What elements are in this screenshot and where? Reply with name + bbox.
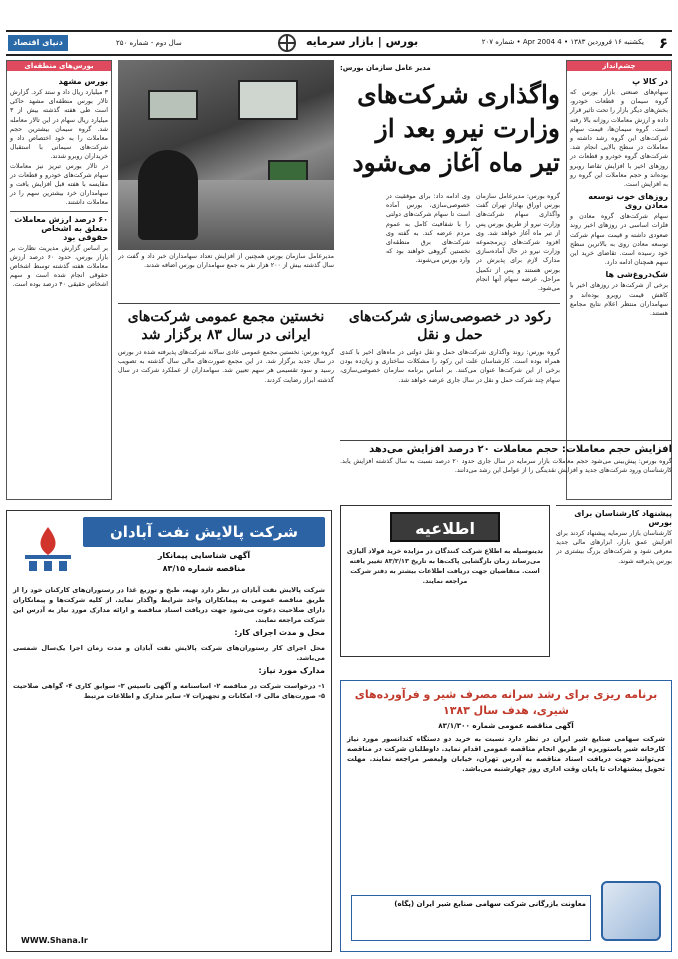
notice-ad-title: اطلاعیه [390, 512, 500, 542]
milk-ad [340, 680, 672, 952]
main-body-text-1: گروه بورس: مدیرعامل سازمان بورس اوراق بهادار تهران گفت واگذاری سهام شرکت‌های وزارت نیرو از طریق بورس پس از تیر ماه آغاز خواهد شد. وی افزود شرکت‌های زیرمجموعه وزارت نیرو در حال آماده‌سازی مدارک لازم برای پذیرش در بورس هستند و پس از تکمیل مراحل، عرضه سهام آنها انجام می‌شود. [476, 193, 560, 293]
main-body-col2 [386, 192, 470, 304]
banner-headline: افزایش حجم معاملات: حجم معاملات ۲۰ درصد افزایش می‌دهد [369, 444, 672, 455]
story-2 [340, 308, 560, 438]
refinery-ad-url[interactable]: WWW.Shana.Ir [21, 936, 88, 945]
main-body-col1 [476, 192, 560, 304]
main-body-text-2: وی ادامه داد: برای موفقیت در خصوصی‌سازی، بورس آماده است تا سهام شرکت‌های دولتی را با شفافیت کامل به عموم مردم عرضه کند. به گفته وی شرکت‌های برق منطقه‌ای نخستین گروهی خواهند بود که وارد بورس می‌شوند. [386, 193, 470, 265]
divider-line [118, 303, 560, 304]
main-kicker: مدیر عامل سازمان بورس: [340, 64, 431, 72]
issue-line: سال دوم - شماره ۲۵۰ [116, 39, 182, 47]
refinery-ad-tender: مناقصه شماره ۸۳/۱۵ [162, 564, 246, 573]
story-4-headline: پیشنهاد کارشناسان برای بورس [574, 509, 672, 527]
refinery-ad-title: شرکت پالایش نفت آبادان [83, 517, 325, 547]
main-body-col3 [118, 252, 334, 300]
main-body-text-3: مدیرعامل سازمان بورس همچنین از افزایش تعداد سهامداران خبر داد و گفت در سال گذشته بیش از ۲۰۰ هزار نفر به جمع سهامداران بورس اضافه شدند. [118, 253, 334, 270]
trading-floor-photo [118, 60, 334, 250]
refinery-ad-subtitle: آگهی شناسایی پیمانکار [157, 551, 251, 560]
right-subhead-2: روزهای خوب توسعه معادن روی [588, 192, 668, 211]
left-body-2: در تالار بورس تبریز نیز معاملات سهام شرکت‌های خودرو و قطعات در مقایسه با هفته قبل افزایش یافت و سهامداران خرد بیشترین سهم را در معاملات داشتند. [10, 162, 108, 207]
globe-icon [278, 34, 296, 52]
left-body-1: ۳ میلیارد ریال داد و ستد کرد. گزارش تالار بورس منطقه‌ای مشهد حاکی است طی هفته گذشته بیش از ۳ میلیارد ریال سهام در این تالار معامله شد. گروه سیمان بیشترین حجم معاملات را به خود اختصاص داد و شرکت‌های سیمانی با استقبال خریداران روبرو شدند. [10, 89, 108, 161]
milk-ad-footer: معاونت بازرگانی شرکت سهامی صنایع شیر ایران (پگاه) [351, 895, 591, 941]
refinery-ad [6, 510, 332, 952]
story-3-headline: نخستین مجمع عمومی شرکت‌های ایرانی در سال ۸۳ برگزار شد [127, 309, 325, 343]
left-subhead-1: بورس مشهد [58, 77, 108, 86]
right-body-3: برخی از شرکت‌ها در روزهای اخیر با کاهش قیمت روبرو بوده‌اند و سهامداران منتظر اعلام نتایج مجامع هستند. [570, 282, 668, 318]
right-sidebar [566, 60, 672, 500]
right-subhead-1: در کالا پ [632, 77, 668, 86]
banner-body: گروه بورس: پیش‌بینی می‌شود حجم معاملات بازار سرمایه در سال جاری حدود ۲۰ درصد نسبت به سال گذشته افزایش یابد. کارشناسان ورود شرکت‌های جدید و افزایش نقدینگی را از عوامل این رشد می‌دانند. [340, 458, 672, 475]
milk-ad-title: برنامه ریزی برای رشد سرانه مصرف شیر و فرآورده‌های شیری، هدف سال ۱۳۸۳ [354, 688, 658, 717]
story-3-body: گروه بورس: نخستین مجمع عمومی عادی سالانه شرکت‌های پذیرفته شده در بورس در سال جدید برگزار شد. در این مجمع صورت‌های مالی سال گذشته به تصویب رسید و سود تقسیمی هر سهم تعیین شد. سهامداران از عملکرد شرکت در سال گذشته ابراز رضایت کردند. [118, 349, 334, 384]
photo-board [148, 90, 198, 120]
left-sidebar-title: بورس‌های منطقه‌ای [7, 61, 111, 71]
page-header [6, 30, 672, 56]
notice-ad [340, 505, 550, 657]
photo-person [138, 150, 198, 240]
right-sidebar-title: چشم‌انداز [567, 61, 671, 71]
banner-story [340, 440, 672, 500]
notice-ad-body: بدینوسیله به اطلاع شرکت کنندگان در مزایده خرید فولاد آلیاژی می‌رساند زمان بازگشایی پاکت‌ها به تاریخ ۸۳/۲/۱۳ تغییر یافته است. متقاضیان جهت دریافت اطلاعات بیشتر به دفتر شرکت مراجعه نمایند. [346, 547, 544, 585]
right-subhead-3: شک‌دروغ‌شی ها [605, 270, 668, 280]
section-title: بورس | بازار سرمایه [306, 35, 419, 48]
left-subhead-2: ۶۰ درصد ارزش معاملات متعلق به اشخاص حقوقی بود [10, 211, 108, 242]
story-3 [118, 308, 334, 498]
story-2-headline: رکود در خصوصی‌سازی شرکت‌های حمل و نقل [348, 309, 552, 343]
refinery-ad-place-body: محل اجرای کار رستوران‌های شرکت پالایش نفت آبادان و مدت زمان اجرا یک‌سال شمسی می‌باشد. [13, 644, 325, 662]
milk-ad-body: شرکت سهامی صنایع شیر ایران در نظر دارد نسبت به خرید دو دستگاه کندانسور مورد نیاز کارخانه شیر پاستوریزه از طریق انجام مناقصه عمومی اقدام نماید. داوطلبان شرکت در مناقصه می‌توانند جهت دریافت اسناد مناقصه به آدرس تهران، خیابان ولیعصر مراجعه نمایند. مهلت تحویل پیشنهادات تا پایان وقت اداری روز چهارشنبه می‌باشد. [347, 735, 665, 773]
left-sidebar [6, 60, 112, 500]
left-body-3: بر اساس گزارش مدیریت نظارت بر بازار بورس، حدود ۶۰ درصد ارزش معاملات هفته گذشته توسط اشخاص حقوقی انجام شده است و سهم اشخاص حقیقی ۴۰ درصد بوده است. [10, 244, 108, 289]
refinery-ad-body: شرکت پالایش نفت آبادان در نظر دارد تهیه، طبخ و توزیع غذا در رستوران‌های کارکنان خود را از طریق مناقصه عمومی به پیمانکاران واجد شرایط واگذار نماید. از کلیه شرکت‌ها و پیمانکاران دارای صلاحیت دعوت می‌شود جهت دریافت اسناد مناقصه و ارائه مدارک مورد نیاز به آدرس این شرکت مراجعه نمایند. [13, 586, 325, 624]
page-number: ۶ [658, 34, 668, 52]
refinery-ad-docs-body: ۱- درخواست شرکت در مناقصه ۲- اساسنامه و آگهی تاسیس ۳- سوابق کاری ۴- گواهی صلاحیت ۵- صورت‌های مالی ۶- امکانات و تجهیزات ۷- سایر مدارک و اطلاعات مرتبط [13, 682, 325, 700]
newspaper-logo: دنیای اقتصاد [8, 35, 68, 51]
main-headline: واگذاری شرکت‌های وزارت نیرو بعد از تیر ماه آغاز می‌شود [352, 80, 560, 177]
milk-ad-subtitle: آگهی مناقصه عمومی شماره ۸۳/۱/۳۰۰ [438, 721, 574, 730]
photo-monitor [238, 80, 298, 120]
story-2-body: گروه بورس: روند واگذاری شرکت‌های حمل و نقل دولتی در ماه‌های اخیر با کندی همراه بوده است. کارشناسان علت این رکود را مشکلات ساختاری و زیان‌ده بودن برخی از این شرکت‌ها عنوان می‌کنند. بر اساس برنامه سازمان خصوصی‌سازی، سهام چند شرکت حمل و نقل در سال جاری عرضه خواهد شد. [340, 349, 560, 384]
oil-refinery-logo-icon [19, 525, 77, 573]
story-4-body: کارشناسان بازار سرمایه پیشنهاد کردند برای افزایش عمق بازار، ابزارهای مالی جدید معرفی شود و شرکت‌های بزرگ بیشتری در بورس پذیرفته شوند. [556, 530, 672, 565]
refinery-ad-docs-title: مدارک مورد نیاز: [258, 666, 325, 675]
right-body-2: سهام شرکت‌های گروه معادن و فلزات اساسی در روزهای اخیر روند صعودی داشته و قیمت سهام شرکت توسعه معادن روی به بالاترین سطح خود رسیده است. تقاضای خرید این سهم همچنان ادامه دارد. [570, 213, 668, 267]
refinery-ad-place-title: محل و مدت اجرای کار: [234, 628, 325, 637]
story-4 [556, 505, 672, 675]
date-line: یکشنبه ۱۶ فروردین ۱۳۸۳ • 4 Apr 2004 • شماره ۲۰۷ [481, 38, 644, 46]
milk-carton-icon [601, 881, 661, 941]
right-body-1: سهام‌های صنعتی بازار بورس که گروه سیمان و قطعات خودرو، بخش‌های دیگر بازار را تحت تاثیر قرار داده و ارزش معاملات روزانه بالا رفته است. گروه سیمان‌ها، قیمت سهام شرکت‌های این گروه رشد داشته و معاملات در سطح بالایی انجام شد. شرکت‌های گروه خودرو و قطعات در روزهای اخیر با افزایش تقاضا روبرو بوده‌اند و حجم معاملات این گروه رو به افزایش است. [570, 89, 668, 189]
